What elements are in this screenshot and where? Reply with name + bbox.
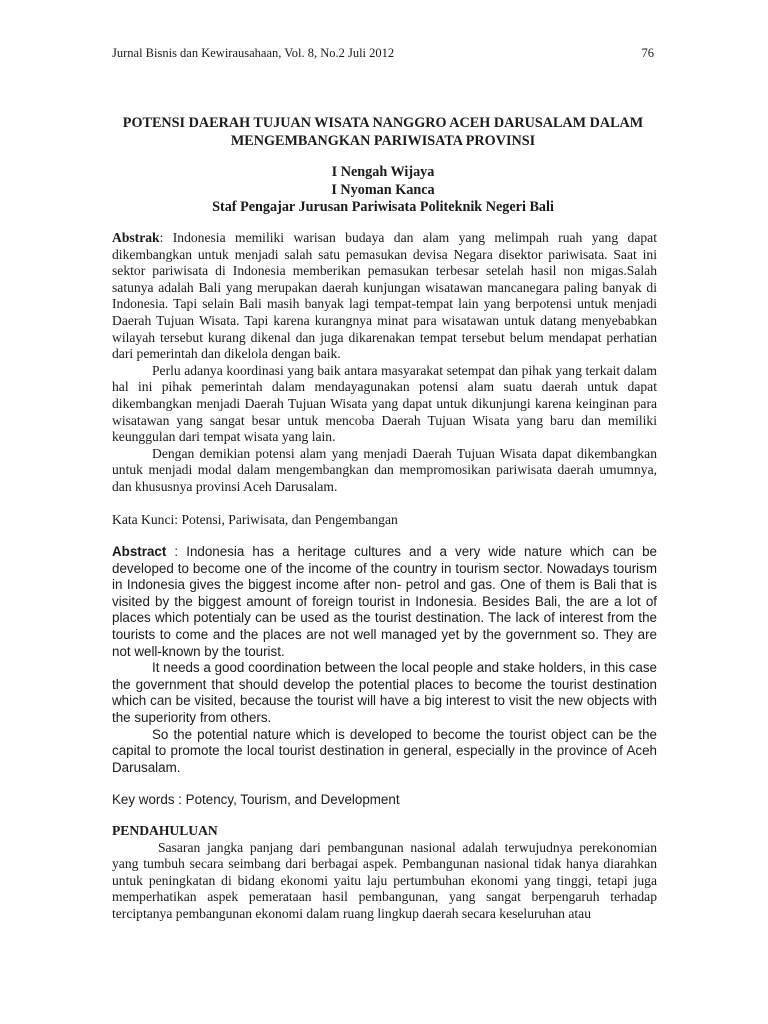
title-line-2: MENGEMBANGKAN PARIWISATA PROVINSI — [230, 133, 536, 149]
page-number: 76 — [641, 46, 654, 60]
abstrak-paragraph-2: Perlu adanya koordinasi yang baik antara masyarakat setempat dan pihak yang terkait dalam hal ini pihak pemerintah dalam mendayagunakan potensi alam suatu daerah untuk dapat dikembangkan menjadi Daerah Tujuan Wisata yang dapat untuk dikunjungi karena keinginan para wisatawan yang sangat besar untuk mencoba Daerah Tujuan Wisata yang baru dan memiliki keunggulan dari tempat wisata yang lain. — [112, 362, 657, 445]
abstract-label: Abstract — [112, 544, 167, 560]
author-1: I Nengah Wijaya — [331, 164, 435, 180]
running-header — [112, 46, 654, 61]
title-line-1: POTENSI DAERAH TUJUAN WISATA NANGGRO ACEH DARUSALAM DALAM — [122, 115, 644, 131]
journal-citation: Jurnal Bisnis dan Kewirausahaan, Vol. 8, No.2 Juli 2012 — [112, 46, 395, 60]
paper-body — [112, 230, 657, 923]
section-heading-pendahuluan: PENDAHULUAN — [112, 823, 218, 838]
paper-title — [112, 114, 654, 150]
abstract-paragraph-2: It needs a good coordination between the local people and stake holders, in this case the government that should develop the potential places to become the tourist destination which can be visited, because the tourist will have a big interest to visit the new objects with the superiority from others. — [112, 660, 657, 726]
abstract-paragraph-1: Abstract : Indonesia has a heritage cultures and a very wide nature which can be developed to become one of the income of the country in tourism sector. Nowadays tourism in Indonesia gives the biggest income after non- petrol and gas. One of them is Bali that is visited by the biggest amount of foreign tourist in Indonesia. Besides Bali, the are a lot of places which potentialy can be used as the tourist destination. The lack of interest from the tourists to come and the places are not well managed yet by the government so. They are not well-known by the tourist. — [112, 544, 657, 659]
abstrak-paragraph-3: Dengan demikian potensi alam yang menjadi Daerah Tujuan Wisata dapat dikembangkan untuk menjadi modal dalam mengembangkan dan mempromosikan pariwisata daerah umumnya, dan khususnya provinsi Aceh Darusalam. — [112, 445, 657, 494]
abstrak-label: Abstrak — [112, 230, 160, 245]
abstract-paragraph-3: So the potential nature which is developed to become the tourist object can be the capital to promote the local tourist destination in general, especially in the province of Aceh Darusalam. — [112, 726, 657, 775]
author-affiliation: Staf Pengajar Jurusan Pariwisata Politeknik Negeri Bali — [212, 199, 554, 216]
kata-kunci: Kata Kunci: Potensi, Pariwisata, dan Pengembangan — [112, 511, 398, 527]
abstrak-paragraph-1: Abstrak: Indonesia memiliki warisan budaya dan alam yang melimpah ruah yang dapat dikembangkan untuk menjadi salah satu pemasukan devisa Negara disektor pariwisata. Saat ini sektor pariwisata di Indonesia memberikan pemasukan terbesar setelah hasil non migas.Salah satunya adalah Bali yang merupakan daerah kunjungan wisatawan mancanegara paling banyak di Indonesia. Tapi selain Bali masih banyak lagi tempat-tempat lain yang berpotensi untuk menjadi Daerah Tujuan Wisata. Tapi karena kurangnya minat para wisatawan untuk datang menyebabkan wilayah tersebut kurang dikenal dan juga dikarenakan tempat tersebut belum mendapat perhatian dari pemerintah dan dikelola dengan baik. — [112, 230, 657, 362]
pendahuluan-paragraph-1: Sasaran jangka panjang dari pembangunan nasional adalah terwujudnya perekonomian yang tumbuh secara seimbang dari berbagai aspek. Pembangunan nasional tidak hanya diarahkan untuk peningkatan di bidang ekonomi yaitu laju pertumbuhan ekonomi yang tinggi, tetapi juga memperhatikan aspek pemerataan hasil pembangunan, yang sangat berpengaruh terhadap terciptanya pembangunan ekonomi dalam ruang lingkup daerah secara keseluruhan atau — [112, 839, 657, 921]
author-2: I Nyoman Kanca — [331, 181, 435, 198]
english-abstract — [112, 544, 657, 809]
author-block — [112, 164, 654, 217]
key-words: Key words : Potency, Tourism, and Development — [112, 792, 400, 808]
